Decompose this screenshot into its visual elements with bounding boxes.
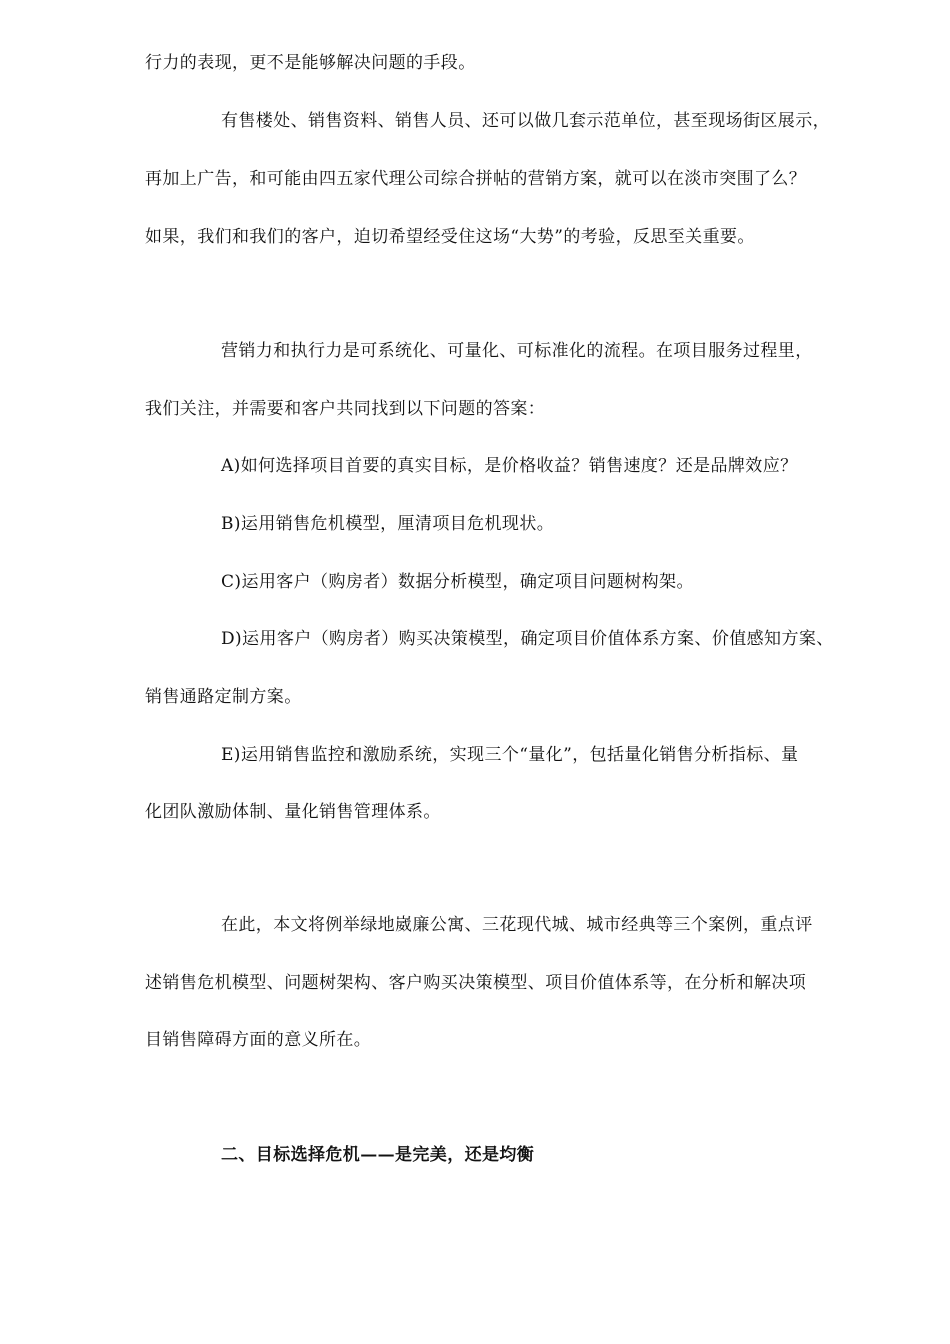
list-item-e: E)运用销售监控和激励系统，实现三个“量化”，包括量化销售分析指标、量	[221, 745, 799, 765]
paragraph-line: 在此，本文将例举绿地崴廉公寓、三花现代城、城市经典等三个案例，重点评	[221, 915, 813, 935]
section-heading: 二、目标选择危机——是完美，还是均衡	[221, 1145, 535, 1165]
list-item-e-continued: 化团队激励体制、量化销售管理体系。	[145, 802, 441, 822]
paragraph-line: 我们关注，并需要和客户共同找到以下问题的答案：	[145, 399, 546, 419]
list-item-d: D)运用客户（购房者）购买决策模型，确定项目价值体系方案、价值感知方案、	[221, 629, 834, 649]
paragraph-line: 再加上广告，和可能由四五家代理公司综合拼帖的营销方案，就可以在淡市突围了么？	[145, 169, 807, 189]
list-item-d-continued: 销售通路定制方案。	[145, 687, 302, 707]
paragraph-line: 行力的表现，更不是能够解决问题的手段。	[145, 53, 476, 73]
list-item-c: C)运用客户（购房者）数据分析模型，确定项目问题树构架。	[221, 572, 694, 592]
paragraph-line: 营销力和执行力是可系统化、可量化、可标准化的流程。在项目服务过程里，	[221, 341, 813, 361]
paragraph-line: 如果，我们和我们的客户，迫切希望经受住这场“大势”的考验，反思至关重要。	[145, 227, 755, 247]
paragraph-line: 目销售障碍方面的意义所在。	[145, 1030, 372, 1050]
paragraph-line: 有售楼处、销售资料、销售人员、还可以做几套示范单位，甚至现场街区展示，	[221, 111, 830, 131]
paragraph-line: 述销售危机模型、问题树架构、客户购买决策模型、项目价值体系等，在分析和解决项	[145, 973, 807, 993]
list-item-a: A)如何选择项目首要的真实目标，是价格收益？销售速度？还是品牌效应？	[221, 456, 798, 476]
list-item-b: B)运用销售危机模型，厘清项目危机现状。	[221, 514, 555, 534]
